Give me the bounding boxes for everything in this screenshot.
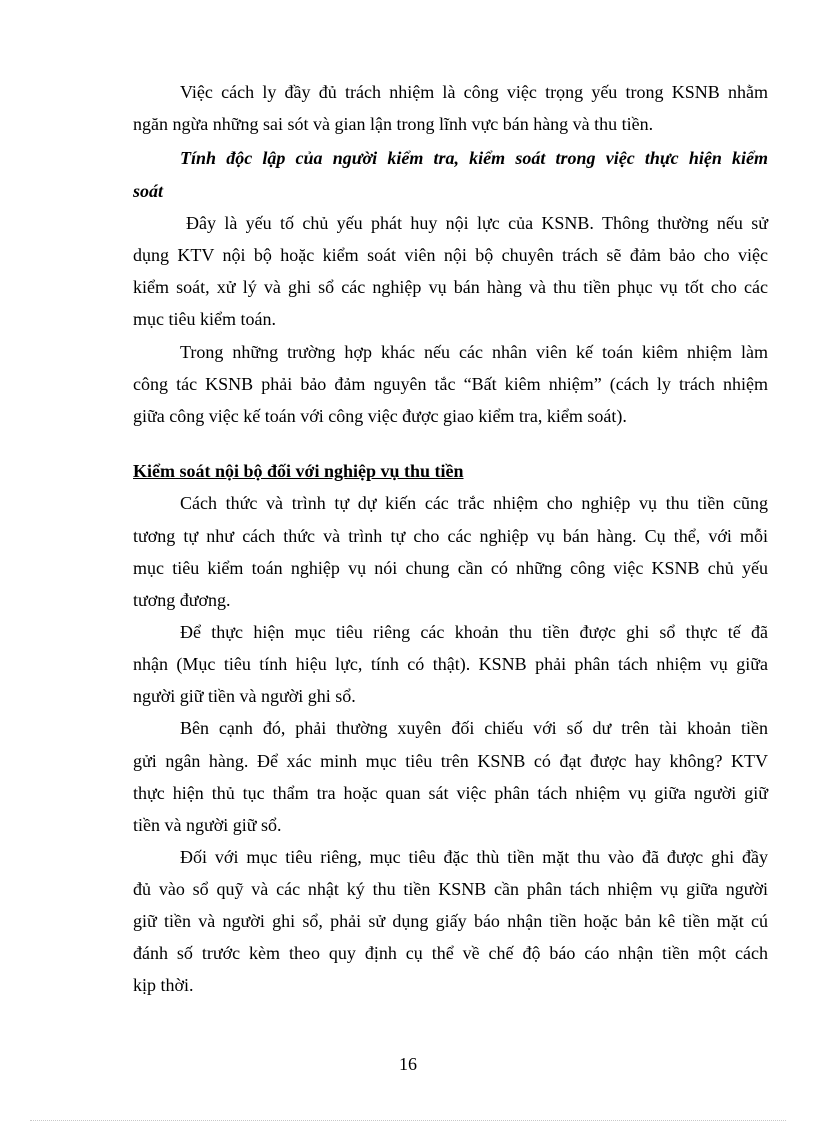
paragraph-5-line-1: Để thực hiện mục tiêu riêng các khoản thu tiền được ghi sổ thực tế đã	[180, 622, 768, 642]
paragraph-7-line-5: kịp thời.	[133, 975, 194, 995]
subheading-independence-line-2: soát	[133, 181, 164, 201]
paragraph-2-line-4: mục tiêu kiểm toán.	[133, 309, 276, 329]
paragraph-7-line-1: Đối với mục tiêu riêng, mục tiêu đặc thù tiền mặt thu vào đã được ghi đầy	[180, 847, 768, 867]
paragraph-6-line-1: Bên cạnh đó, phải thường xuyên đối chiếu với số dư trên tài khoản tiền	[180, 718, 768, 738]
paragraph-4-line-2: tương tự như cách thức và trình tự cho các nghiệp vụ bán hàng. Cụ thể, với mỗi	[133, 526, 768, 546]
page-bottom-divider	[30, 1120, 786, 1121]
paragraph-6-line-4: tiền và người giữ sổ.	[133, 815, 282, 835]
paragraph-3-line-3: giữa công việc kế toán với công việc được giao kiểm tra, kiểm soát).	[133, 406, 627, 426]
section-heading: Kiểm soát nội bộ đối với nghiệp vụ thu tiền	[133, 461, 464, 481]
paragraph-3-line-2: công tác KSNB phải bảo đảm nguyên tắc “Bất kiêm nhiệm” (cách ly trách nhiệm	[133, 374, 768, 394]
paragraph-1-line-1: Việc cách ly đầy đủ trách nhiệm là công việc trọng yếu trong KSNB nhằm	[180, 82, 768, 102]
page-number: 16	[399, 1054, 417, 1074]
paragraph-7-line-2: đủ vào sổ quỹ và các nhật ký thu tiền KSNB cần phân tách nhiệm vụ giữa người	[133, 879, 768, 899]
paragraph-1-line-2: ngăn ngừa những sai sót và gian lận trong lĩnh vực bán hàng và thu tiền.	[133, 114, 654, 134]
paragraph-7-line-3: giữ tiền và người ghi sổ, phải sử dụng giấy báo nhận tiền hoặc bản kê tiền mặt cú	[133, 911, 768, 931]
paragraph-2-line-2: dụng KTV nội bộ hoặc kiểm soát viên nội bộ chuyên trách sẽ đảm bảo cho việc	[133, 245, 768, 265]
paragraph-2-line-1: Đây là yếu tố chủ yếu phát huy nội lực của KSNB. Thông thường nếu sử	[186, 213, 768, 233]
paragraph-6-line-2: gửi ngân hàng. Để xác minh mục tiêu trên KSNB có đạt được hay không? KTV	[133, 751, 768, 771]
paragraph-4-line-4: tương đương.	[133, 590, 231, 610]
paragraph-7-line-4: đánh số trước kèm theo quy định cụ thể về chế độ báo cáo nhận tiền một cách	[133, 943, 768, 963]
paragraph-4-line-3: mục tiêu kiểm toán nghiệp vụ nói chung cần có những công việc KSNB chủ yếu	[133, 558, 768, 578]
paragraph-4-line-1: Cách thức và trình tự dự kiến các trắc nhiệm cho nghiệp vụ thu tiền cũng	[180, 493, 768, 513]
subheading-independence-line-1: Tính độc lập của người kiểm tra, kiểm soát trong việc thực hiện kiểm	[180, 148, 768, 168]
paragraph-6-line-3: thực hiện thủ tục thẩm tra hoặc quan sát việc phân tách nhiệm vụ giữa người giữ	[133, 783, 768, 803]
paragraph-3-line-1: Trong những trường hợp khác nếu các nhân viên kế toán kiêm nhiệm làm	[180, 342, 768, 362]
paragraph-5-line-3: người giữ tiền và người ghi sổ.	[133, 686, 356, 706]
paragraph-5-line-2: nhận (Mục tiêu tính hiệu lực, tính có thật). KSNB phải phân tách nhiệm vụ giữa	[133, 654, 768, 674]
paragraph-2-line-3: kiểm soát, xử lý và ghi sổ các nghiệp vụ bán hàng và thu tiền phục vụ tốt cho các	[133, 277, 768, 297]
